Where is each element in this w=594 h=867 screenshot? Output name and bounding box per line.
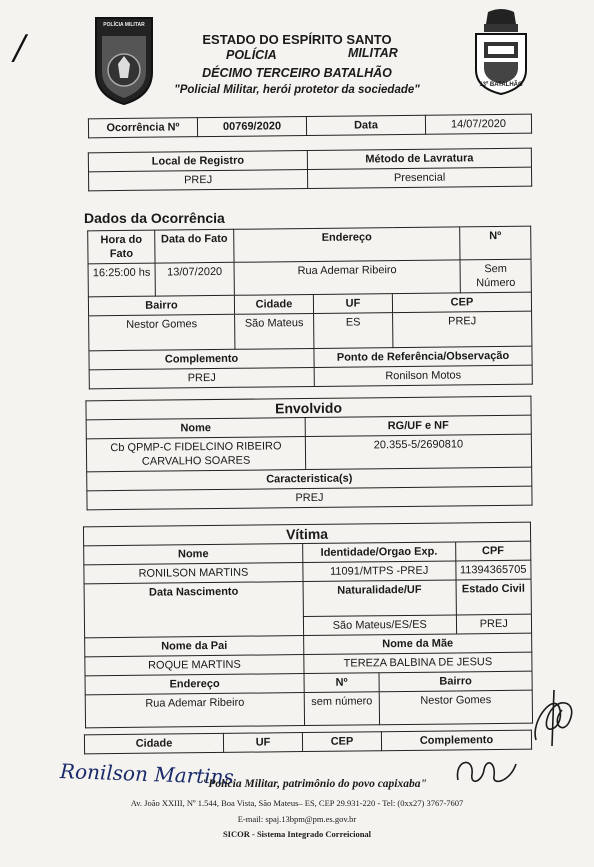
local-registro-value: PREJ	[89, 170, 308, 191]
bairro-label: Bairro	[88, 295, 234, 316]
footer-system: SICOR - Sistema Integrado Correicional	[222, 829, 372, 839]
bairro-value: Nestor Gomes	[89, 314, 235, 351]
vitima-estado-civil-label: Estado Civil	[456, 579, 532, 615]
envolvido-title: Envolvido	[86, 396, 531, 420]
vitima-cpf-value: 11394365705	[455, 560, 531, 580]
footer-email: E-mail: spaj.13bpm@pm.es.gov.br	[237, 814, 357, 824]
ponto-referencia-value: Ronilson Motos	[314, 365, 532, 386]
metodo-lavratura-value: Presencial	[308, 167, 532, 188]
local-registro-label: Local de Registro	[88, 151, 307, 172]
vitima-endereco-label: Endereço	[85, 674, 304, 695]
data-fato-label: Data do Fato	[155, 229, 234, 263]
envolvido-nome-label: Nome	[86, 418, 305, 439]
vitima-mae-value: TEREZA BALBINA DE JESUS	[304, 652, 532, 673]
uf-label: UF	[313, 294, 392, 314]
battalion-coat-of-arms-emblem: 13º BATALHÃO	[470, 8, 532, 103]
ocorrencia-data-label: Data	[306, 115, 425, 135]
ocorrencia-data-value: 14/07/2020	[425, 114, 531, 134]
vitima-pai-value: ROQUE MARTINS	[85, 655, 304, 676]
header-motto: "Policial Militar, herói protetor da sociedade"	[174, 84, 420, 96]
dados-title: Dados da Ocorrência	[84, 210, 225, 226]
vitima-bairro-value: Nestor Gomes	[379, 690, 532, 725]
footer-motto: "Policia Militar, patrimônio do povo capixaba"	[202, 778, 427, 790]
vitima-mae-label: Nome da Mãe	[304, 633, 532, 654]
metodo-lavratura-label: Método de Lavratura	[307, 148, 531, 169]
hora-value: 16:25:00 hs	[88, 263, 155, 297]
complemento-label: Complemento	[89, 348, 314, 369]
cidade-label: Cidade	[234, 294, 313, 314]
vitima-cpf-label: CPF	[455, 541, 531, 561]
vitima-nome-label: Nome	[84, 544, 303, 565]
vitima-estado-civil-value: PREJ	[456, 614, 532, 634]
envolvido-nome-value: Cb QPMP-C FIDELCINO RIBEIRO CARVALHO SOARES	[86, 437, 305, 472]
uf-value: ES	[314, 313, 393, 349]
footer-address: Av. João XXIII, Nº 1.544, Boa Vista, São Mateus– ES, CEP 29.931-220 - Tel: (0xx27) 3767-7607	[130, 798, 464, 808]
vitima-naturalidade-label: Naturalidade/UF	[303, 580, 456, 617]
cep-value: PREJ	[393, 311, 532, 347]
vitima-table	[83, 522, 533, 729]
dados-table	[87, 226, 533, 390]
vitima-uf-label: UF	[223, 733, 302, 753]
vitima-cidade-row	[84, 730, 532, 755]
envolvido-rg-value: 20.355-5/2690810	[305, 434, 531, 469]
ponto-referencia-label: Ponto de Referência/Observação	[314, 346, 532, 367]
side-signature-scribble	[526, 680, 582, 755]
margin-mark: /	[14, 28, 26, 68]
envolvido-table	[85, 396, 532, 511]
ocorrencia-label: Ocorrência Nº	[88, 118, 197, 138]
numero-label: Nº	[460, 226, 531, 260]
vitima-endereco-value: Rua Ademar Ribeiro	[85, 693, 304, 728]
vitima-title: Vítima	[83, 522, 530, 546]
cep-label: CEP	[392, 292, 531, 312]
vitima-numero-label: Nº	[304, 673, 379, 693]
vitima-identidade-value: 11091/MTPS -PREJ	[303, 561, 456, 582]
vitima-nascimento-label: Data Nascimento	[84, 582, 304, 638]
officer-signature-scribble	[452, 752, 522, 797]
vitima-identidade-label: Identidade/Orgao Exp.	[303, 542, 456, 563]
police-shield-emblem: POLÍCIA MILITAR	[92, 14, 156, 111]
registro-table	[88, 148, 532, 192]
ocorrencia-number: 00769/2020	[197, 117, 306, 137]
cidade-value: São Mateus	[235, 313, 314, 349]
caracteristicas-value: PREJ	[87, 486, 532, 510]
vitima-bairro-label: Bairro	[379, 671, 532, 692]
vitima-complemento-label: Complemento	[381, 730, 531, 751]
vitima-cep-label: CEP	[302, 732, 381, 752]
vitima-pai-label: Nome da Pai	[85, 636, 304, 657]
victim-handwritten-signature: Ronilson Martins	[59, 758, 235, 790]
caracteristicas-label: Caracteristica(s)	[87, 467, 532, 491]
vitima-naturalidade-value: São Mateus/ES/ES	[303, 615, 456, 636]
numero-value: Sem Número	[460, 259, 531, 293]
vitima-numero-value: sem número	[304, 692, 379, 726]
header-policia: POLÍCIA	[226, 48, 277, 62]
envolvido-rg-label: RG/UF e NF	[305, 415, 531, 436]
header-state-title: ESTADO DO ESPÍRITO SANTO	[202, 32, 392, 47]
header-militar: MILITAR	[348, 46, 398, 60]
endereco-label: Endereço	[234, 227, 460, 262]
vitima-nome-value: RONILSON MARTINS	[84, 563, 303, 584]
complemento-value: PREJ	[89, 367, 314, 388]
ocorrencia-table	[88, 114, 532, 139]
header-battalion: DÉCIMO TERCEIRO BATALHÃO	[202, 66, 392, 80]
data-fato-value: 13/07/2020	[155, 262, 234, 296]
endereco-value: Rua Ademar Ribeiro	[234, 260, 460, 295]
vitima-cidade-label: Cidade	[84, 733, 223, 753]
hora-label: Hora do Fato	[88, 230, 155, 264]
